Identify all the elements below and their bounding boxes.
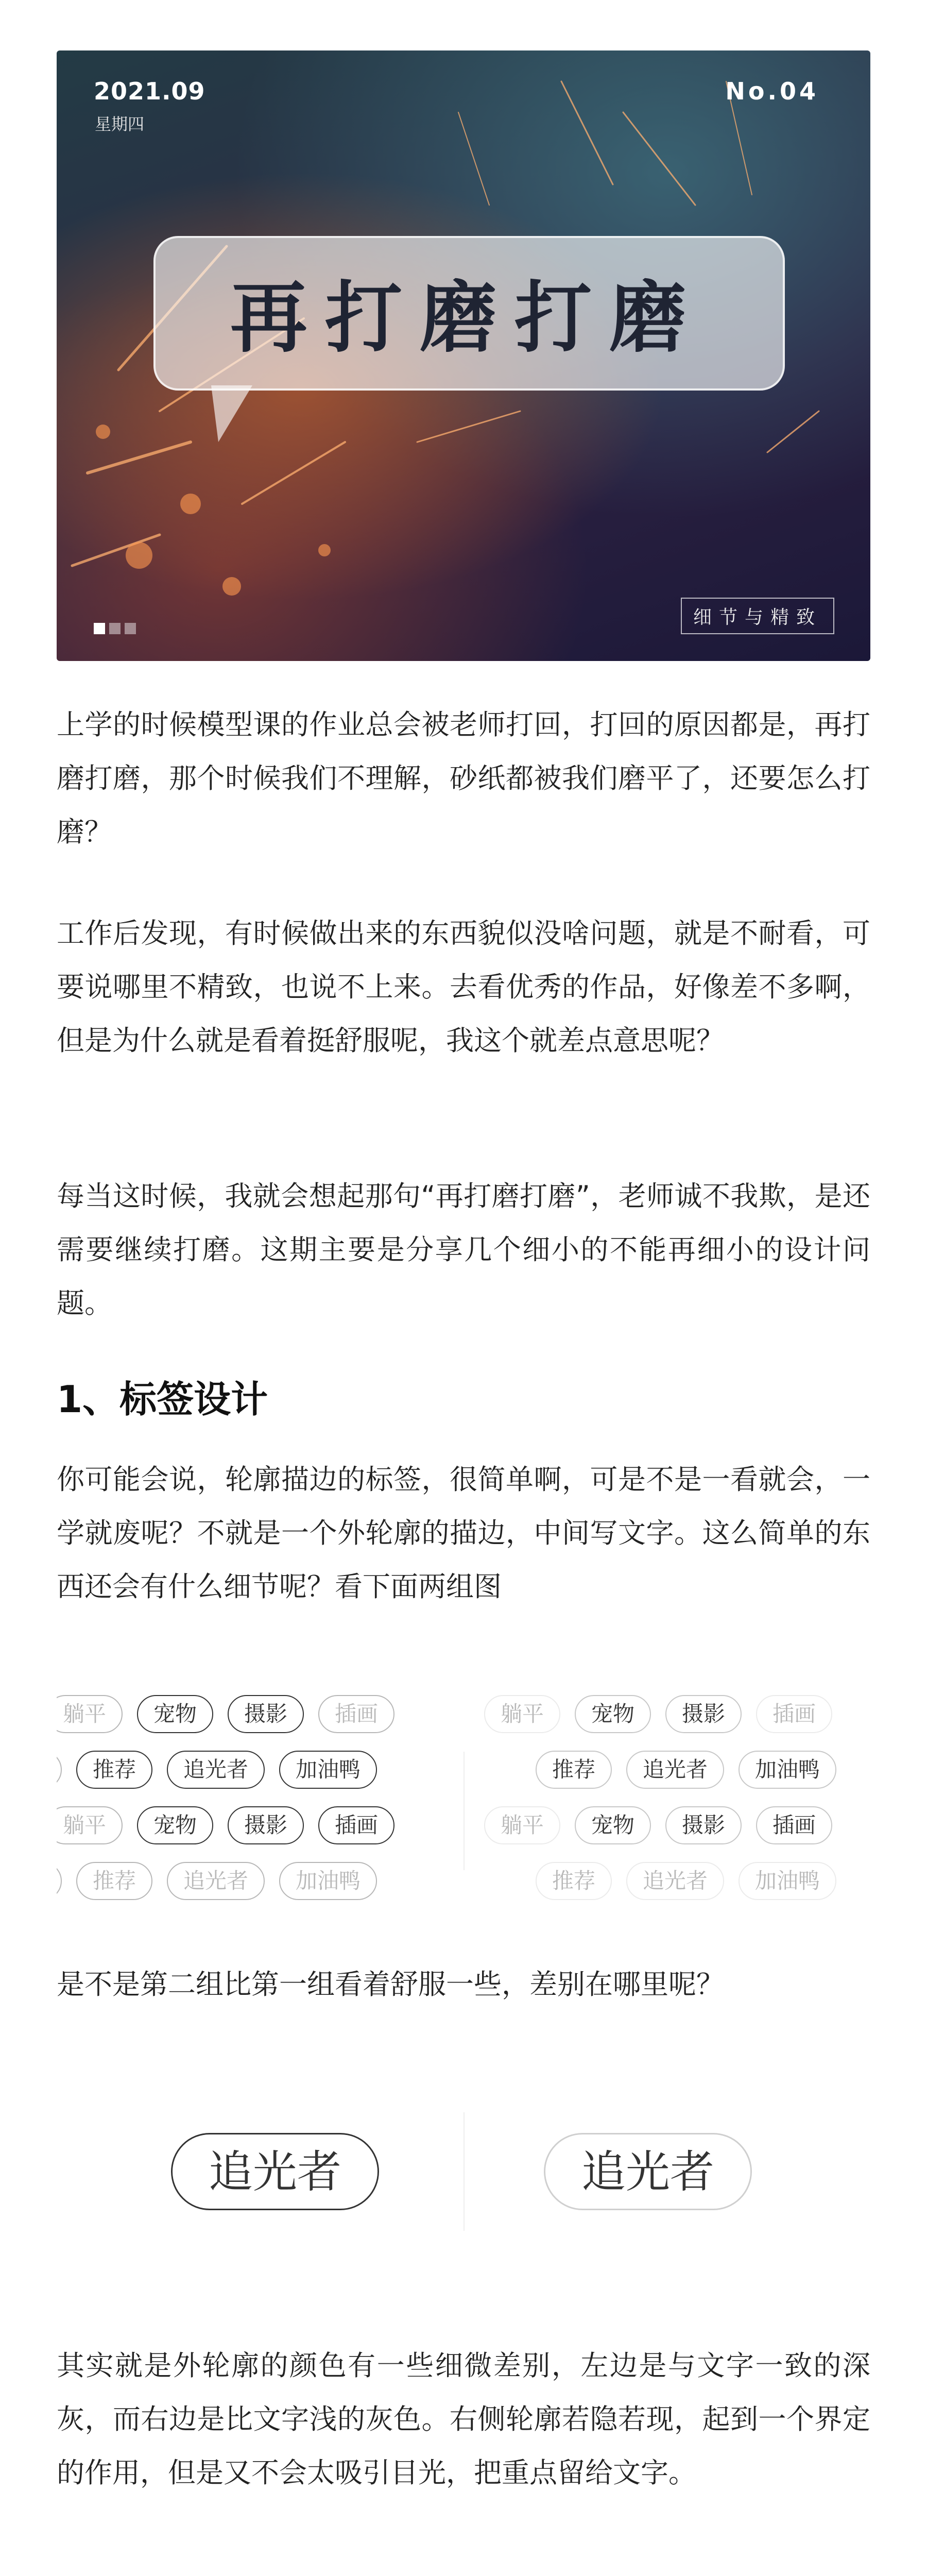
divider bbox=[464, 2112, 465, 2231]
carousel-dots bbox=[94, 623, 136, 634]
tag[interactable]: 宠物 bbox=[137, 1806, 213, 1844]
tag[interactable]: 加油鸭 bbox=[279, 1862, 377, 1900]
tag[interactable]: 加油鸭 bbox=[739, 1862, 836, 1900]
speech-bubble-tail bbox=[211, 385, 258, 447]
tag[interactable]: 追光者 bbox=[626, 1751, 724, 1789]
tag[interactable]: 躺平 bbox=[57, 1806, 123, 1844]
tag[interactable]: 追光者 bbox=[626, 1862, 724, 1900]
tag[interactable]: 插画 bbox=[756, 1695, 832, 1733]
carousel-dot[interactable] bbox=[109, 623, 121, 634]
tag-partial[interactable] bbox=[57, 1862, 62, 1900]
tag[interactable]: 宠物 bbox=[575, 1806, 651, 1844]
tag[interactable]: 宠物 bbox=[137, 1695, 213, 1733]
carousel-dot[interactable] bbox=[125, 623, 136, 634]
tag[interactable]: 摄影 bbox=[228, 1806, 304, 1844]
tag[interactable]: 躺平 bbox=[484, 1806, 560, 1844]
section-intro: 你可能会说，轮廓描边的标签，很简单啊，可是不是一看就会，一学就废呢？不就是一个外轮廓的描边，中间写文字。这么简单的东西还会有什么细节呢？看下面两组图 bbox=[57, 1463, 870, 1603]
hero-issue-number: No.04 bbox=[725, 77, 819, 105]
hero-date: 2021.09 bbox=[94, 77, 205, 105]
tag[interactable]: 插画 bbox=[318, 1695, 394, 1733]
tag[interactable]: 追光者 bbox=[167, 1862, 265, 1900]
paragraph: 工作后发现，有时候做出来的东西貌似没啥问题，就是不耐看，可要说哪里不精致，也说不上来。去看优秀的作品，好像差不多啊，但是为什么就是看着挺舒服呢，我这个就差点意思呢？ bbox=[57, 917, 870, 1057]
tag[interactable]: 推荐 bbox=[76, 1862, 152, 1900]
question-text: 是不是第二组比第一组看着舒服一些，差别在哪里呢？ bbox=[57, 1968, 724, 2001]
tag-group-dark-outline bbox=[57, 1695, 448, 1922]
divider bbox=[464, 1752, 465, 1870]
hero-banner bbox=[57, 50, 870, 661]
explanation-paragraph: 其实就是外轮廓的颜色有一些细微差别，左边是与文字一致的深灰，而右边是比文字浅的灰色。右侧轮廓若隐若现，起到一个界定的作用，但是又不会太吸引目光，把重点留给文字。 bbox=[57, 2349, 870, 2489]
tag[interactable]: 躺平 bbox=[484, 1695, 560, 1733]
compare-tag-dark[interactable]: 追光者 bbox=[171, 2133, 379, 2210]
paragraph: 上学的时候模型课的作业总会被老师打回，打回的原因都是，再打磨打磨，那个时候我们不理解，砂纸都被我们磨平了，还要怎么打磨？ bbox=[57, 708, 870, 848]
tag[interactable]: 插画 bbox=[756, 1806, 832, 1844]
hero-weekday: 星期四 bbox=[95, 114, 145, 134]
tag[interactable]: 加油鸭 bbox=[739, 1751, 836, 1789]
tag[interactable]: 摄影 bbox=[228, 1695, 304, 1733]
tag[interactable]: 推荐 bbox=[76, 1751, 152, 1789]
tag-partial[interactable] bbox=[57, 1751, 62, 1789]
section-heading: 1、标签设计 bbox=[57, 1378, 268, 1421]
tag-group-light-outline bbox=[484, 1695, 870, 1922]
carousel-dot[interactable] bbox=[94, 623, 105, 634]
tag[interactable]: 推荐 bbox=[536, 1751, 612, 1789]
tag[interactable]: 摄影 bbox=[665, 1806, 742, 1844]
tag[interactable]: 追光者 bbox=[167, 1751, 265, 1789]
paragraph: 每当这时候，我就会想起那句“再打磨打磨”，老师诚不我欺，是还需要继续打磨。这期主要是分享几个细小的不能再细小的设计问题。 bbox=[57, 1180, 870, 1319]
hero-tag: 细节与精致 bbox=[681, 598, 834, 634]
hero-title: 再打磨打磨 bbox=[230, 274, 704, 363]
tag[interactable]: 插画 bbox=[318, 1806, 394, 1844]
tag[interactable]: 推荐 bbox=[536, 1862, 612, 1900]
tag[interactable]: 摄影 bbox=[665, 1695, 742, 1733]
compare-tag-light[interactable]: 追光者 bbox=[544, 2133, 752, 2210]
tag[interactable]: 宠物 bbox=[575, 1695, 651, 1733]
tag[interactable]: 加油鸭 bbox=[279, 1751, 377, 1789]
tag[interactable]: 躺平 bbox=[57, 1695, 123, 1733]
